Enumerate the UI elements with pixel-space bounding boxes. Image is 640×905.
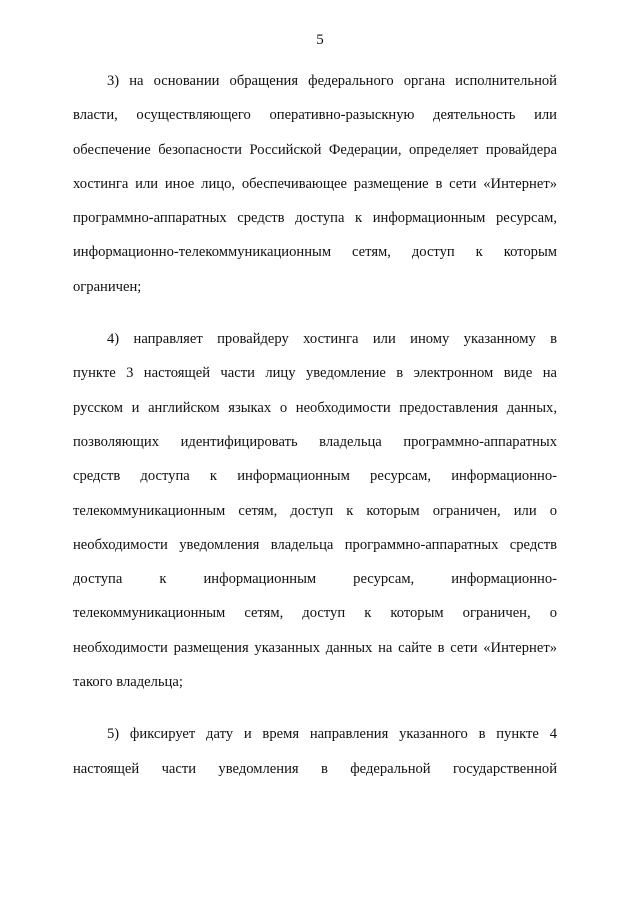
text-line: 4) направляет провайдеру хостинга или иному указанному в [107,331,557,348]
text-line: пункте 3 настоящей части лицу уведомление в электронном виде на [73,365,557,382]
page-number: 5 [316,32,324,48]
text-line: телекоммуникационным сетям, доступ к которым ограничен, о [73,605,557,622]
text-line: такого владельца; [73,674,183,691]
text-line: обеспечение безопасности Российской Федерации, определяет провайдера [73,141,557,158]
text-line: программно-аппаратных средств доступа к информационным ресурсам, [73,210,557,227]
document-body [73,64,557,804]
text-line: позволяющих идентифицировать владельца программно-аппаратных [73,433,557,450]
text-line: хостинга или иное лицо, обеспечивающее размещение в сети «Интернет» [73,175,557,192]
text-line: русском и английском языках о необходимости предоставления данных, [73,399,557,416]
paragraph-item-3 [73,64,557,304]
text-line: 5) фиксирует дату и время направления указанного в пункте 4 [107,726,557,743]
text-line: телекоммуникационным сетям, доступ к которым ограничен, или о [73,502,557,519]
paragraph-item-5 [73,717,557,786]
text-line: 3) на основании обращения федерального органа исполнительной [107,73,557,89]
text-line: информационно-телекоммуникационным сетям, доступ к которым [73,244,557,261]
text-line: необходимости уведомления владельца программно-аппаратных средств [73,536,557,553]
text-line: средств доступа к информационным ресурсам, информационно- [73,468,557,485]
paragraph-item-4 [73,322,557,699]
text-line: настоящей части уведомления в федеральной государственной [73,760,557,777]
text-line: власти, осуществляющего оперативно-разыскную деятельность или [73,107,557,124]
text-line: ограничен; [73,278,142,295]
text-line: доступа к информационным ресурсам, информационно- [73,571,557,588]
text-line: необходимости размещения указанных данных на сайте в сети «Интернет» [73,639,557,656]
